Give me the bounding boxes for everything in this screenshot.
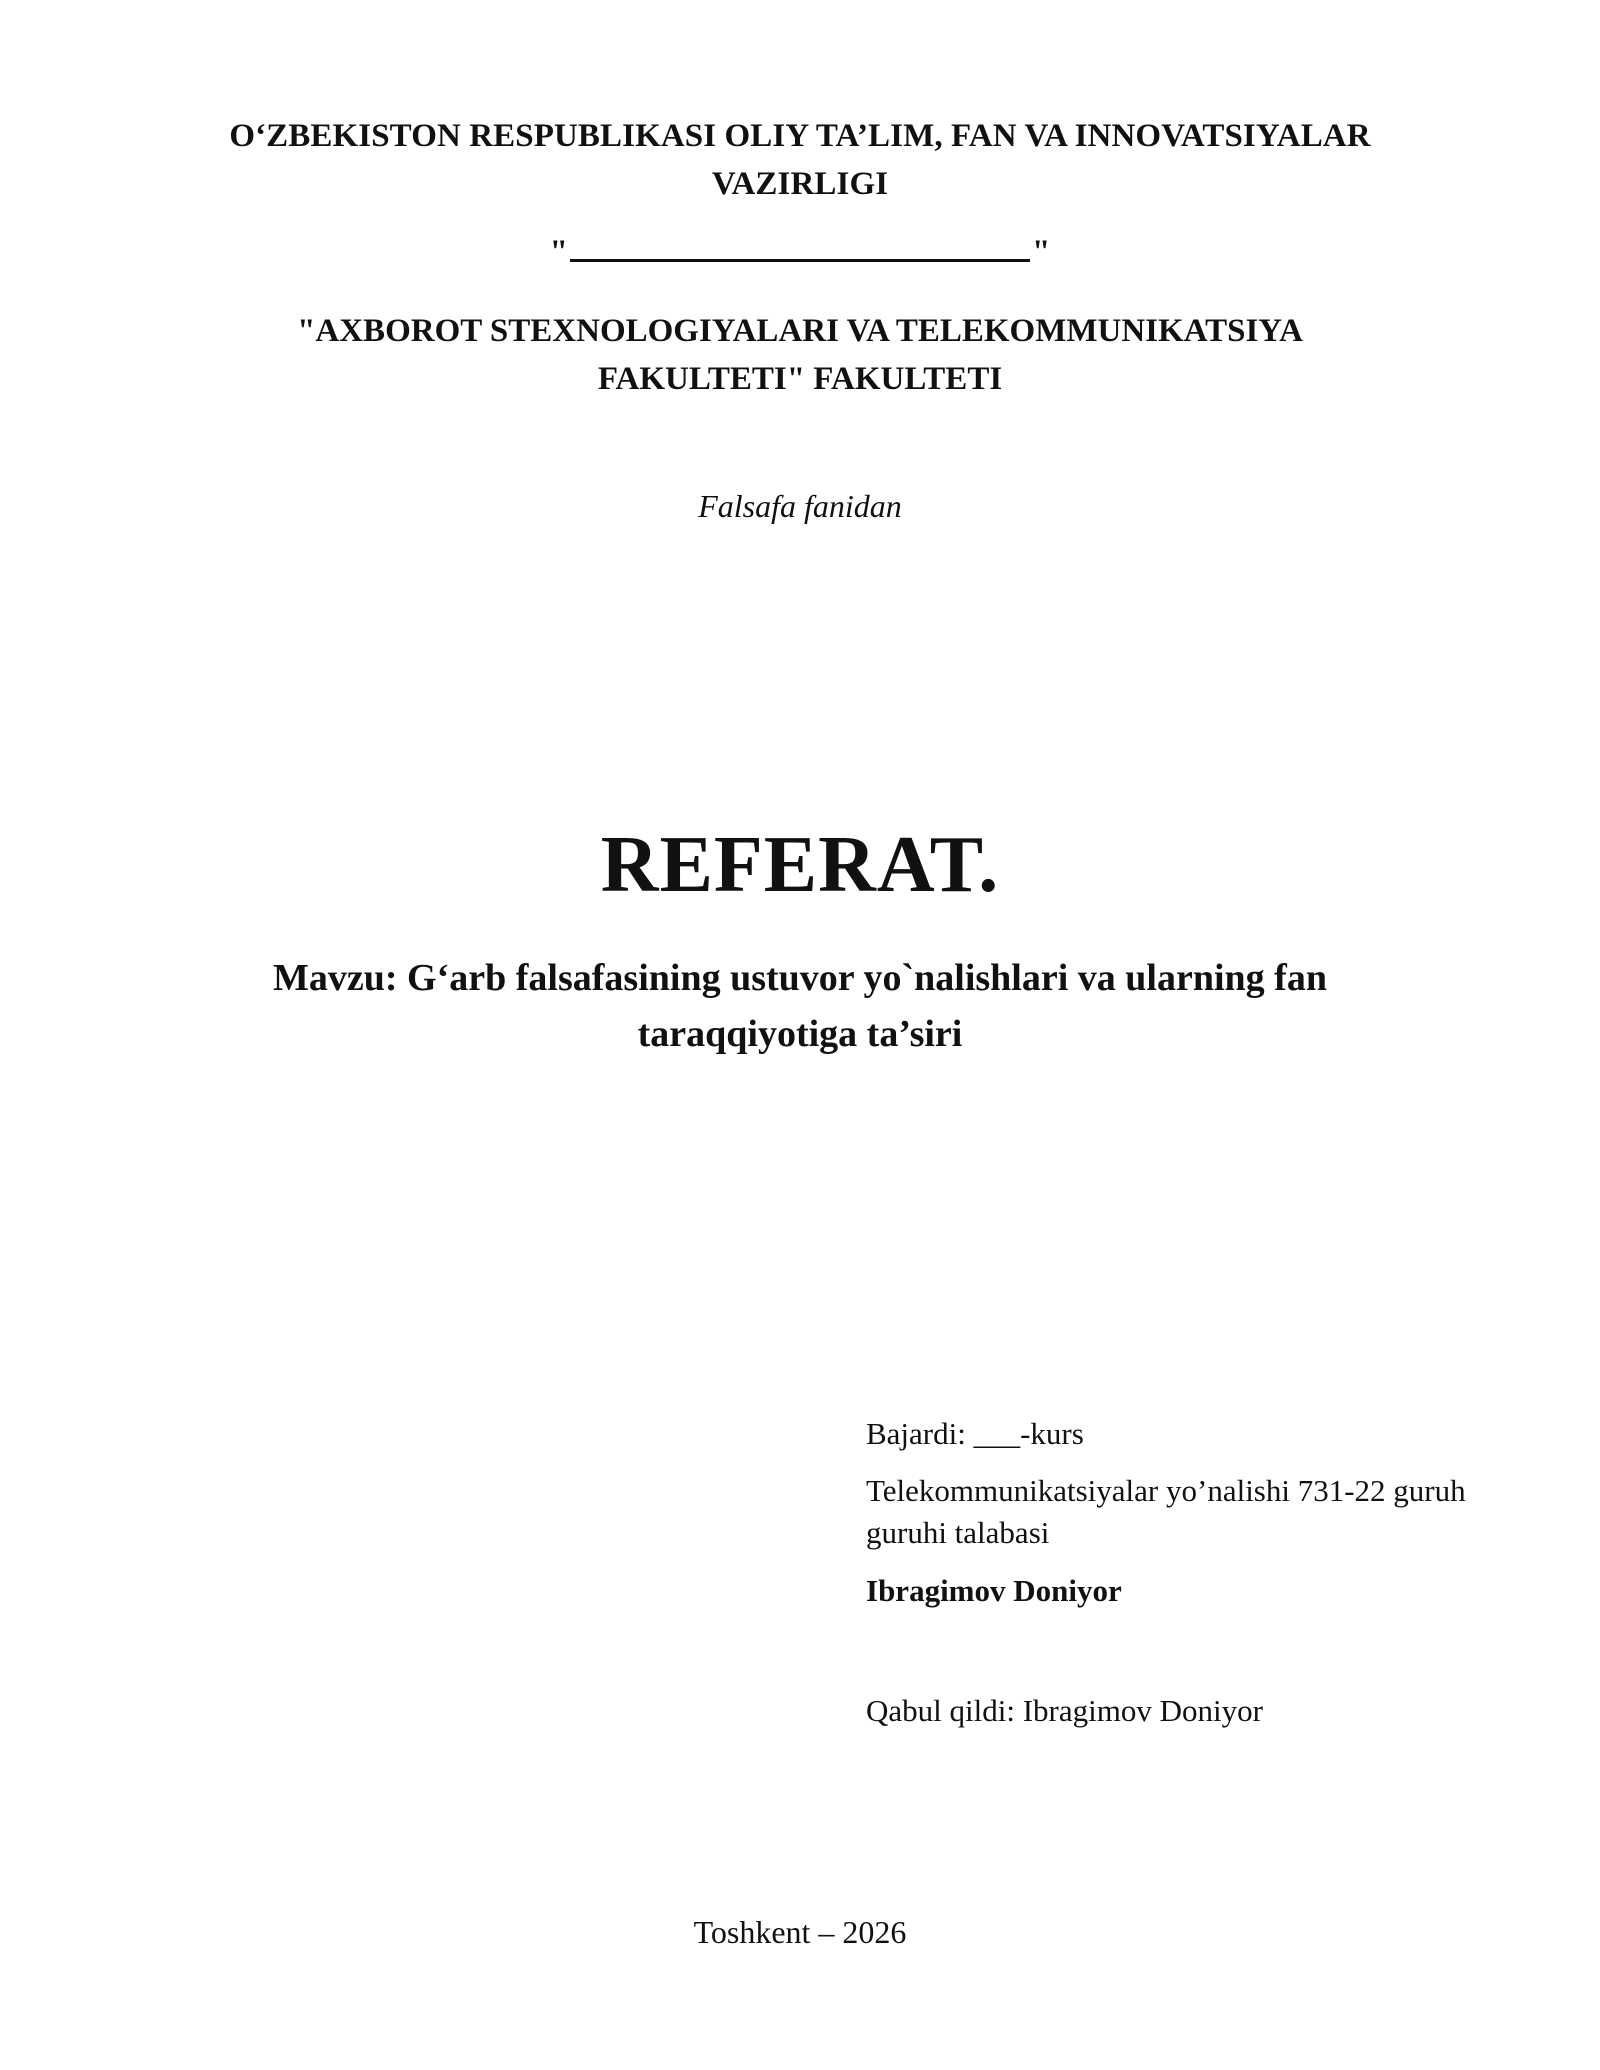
student-name: Ibragimov Doniyor: [866, 1573, 1122, 1608]
student-direction: Telekommunikatsiyalar yo’nalishi 731-22 guruh guruhi talabasi: [866, 1473, 1466, 1550]
blank-underline: [570, 229, 1030, 262]
faculty-heading: [0, 307, 1600, 403]
blank-close-quote: ": [1032, 234, 1051, 270]
topic-line-1: Mavzu: G‘arb falsafasining ustuvor yo`nalishlari va ularning fan: [273, 957, 1327, 999]
ministry-line-1: O‘ZBEKISTON RESPUBLIKASI OLIY TA’LIM, FAN VA INNOVATSIYALAR: [229, 118, 1371, 154]
blank-open-quote: ": [549, 234, 568, 270]
faculty-line-2: FAKULTETI" FAKULTETI: [597, 361, 1003, 397]
ministry-line-2: VAZIRLIGI: [711, 166, 889, 202]
accepted-by: Qabul qildi: Ibragimov Doniyor: [866, 1693, 1263, 1728]
topic-heading: [0, 950, 1600, 1062]
faculty-line-1: "AXBOROT STEXNOLOGIYALARI VA TELEKOMMUNIKATSIYA: [297, 313, 1303, 349]
university-name-blank: [0, 228, 1600, 276]
topic-line-2: taraqqiyotiga ta’siri: [637, 1013, 963, 1055]
subject-line: Falsafa fanidan: [698, 488, 902, 524]
ministry-heading: [0, 112, 1600, 208]
performed-by: Bajardi: ___-kurs: [866, 1416, 1084, 1451]
document-title: REFERAT.: [600, 821, 1000, 909]
city-year: Toshkent – 2026: [693, 1914, 907, 1950]
